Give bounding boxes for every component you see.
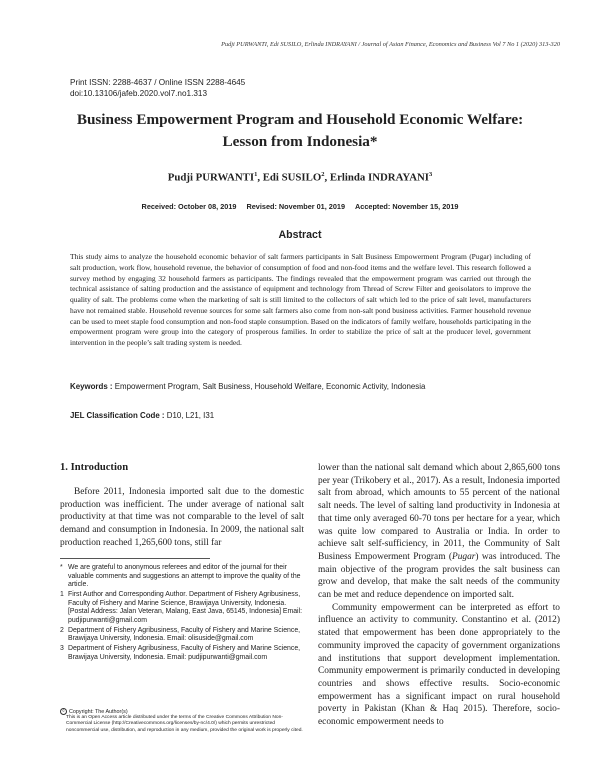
abstract-heading: Abstract [278, 229, 322, 241]
intro-paragraph-3: Community empowerment can be interpreted as effort to influence an activity to community. Constantino et al. (2012) stated that empowerment has been done appropriately to the community improved the capacity of government organizations and institutions that support development implementation. Community empowerment is primarily conducted in developing countries and shows effective results. Socio-economic empowerment has a significant impact on rural household poverty in Pakistan (Khan & Haq 2015). Therefore, socio-economic empowerment needs to [318, 602, 560, 728]
jel-value: D10, L21, I31 [164, 411, 215, 420]
footnote-author-3 [60, 645, 304, 662]
author-1: Pudji PURWANTI [167, 171, 255, 184]
doi-line: doi:10.13106/jafeb.2020.vol7.no1.313 [70, 89, 208, 98]
footnote-author-1 [60, 591, 304, 625]
revised-date: Revised: November 01, 2019 [246, 202, 346, 211]
author-3: Erlinda INDRAYANI [329, 171, 429, 184]
footnote-acknowledgement [60, 564, 304, 590]
keywords-label: Keywords : [70, 382, 113, 391]
copyright-notice [60, 708, 304, 734]
received-date: Received: October 08, 2019 [141, 202, 237, 211]
intro-paragraph-2-part-a: lower than the national salt demand which about 2,865,600 tons per year (Trikobery et al., 2017). As a result, Indonesia imported salt from abroad, which amounts to 55 percent of the national salt needs. The level of salting land productivity in Indonesia at that time only averaged 60-70 tons per hectare for a year, which was quite low compared to Australia or India. In order to achieve salt self-sufficiency, in 2011, the Community of Salt Business Empowerment Program ( [318, 463, 560, 562]
submission-dates [60, 202, 540, 211]
intro-paragraph-1: Before 2011, Indonesia imported salt due to the domestic production was inefficient. The under average of national salt productivity at that time was not comparable to the level of salt demand and consumption in Indonesia. In 2009, the national salt production reached 1,265,600 tons, still far [60, 487, 304, 548]
copyright-icon: © [60, 708, 67, 715]
footnote-text: First Author and Corresponding Author. Department of Fishery Agribusiness, Faculty of Fishery and Marine Science, Brawijaya University, Indonesia. [Postal Address: Jalan Veteran, Malang, East Java, 65145, Indonesia] Email: pudjipurwanti@gmail.com [68, 590, 303, 624]
author-3-affiliation-mark: 3 [429, 171, 433, 178]
footnote-divider [60, 558, 210, 559]
footnote-text: We are grateful to anonymous referees and editor of the journal for their valuable comments and suggestions an attempt to improve the quality of the article. [68, 564, 301, 589]
author-2-affiliation-mark: 2 [321, 171, 325, 178]
section-heading-introduction: 1. Introduction [60, 462, 129, 473]
footnote-author-2 [60, 627, 304, 644]
title-line-1: Business Empowerment Program and Household Economic Welfare: [76, 111, 524, 128]
abstract-text: This study aims to analyze the household economic behavior of salt farmers participants in Salt Business Empowerment Program (Pugar) including of salt production, work flow, household revenue, the behavior of consumption of food and non-food items and the welfare level. This research followed a survey method by engaging 32 household farmers as participants. The findings revealed that the empowerment program was carried out through the technical assistance of salting production and the assistance of equipment and technology from Thread of Screw Filter and geoisolators to improve the quality of salt. The problems come when the marketing of salt is still limited to the collectors of salt which led to the price of salt level, manufacturers have not remained stable. Household revenue sources for some salt farmers also come from non-salt pond business activities. Farmer household revenue can be used to meet staple food consumption and non-food staple consumption. Based on the indicators of family welfare, households participating in the empowerment program were group into the category of prosperous families. In order to stabilize the price of salt at the producer level, government intervention in the people’s salt trading system is needed. [70, 252, 531, 347]
footnote-text: Department of Fishery Agribusiness, Faculty of Fishery and Marine Science, Brawijaya University, Indonesia. Email: olisuside@gmail.com [68, 626, 301, 643]
issn-block [70, 77, 370, 99]
accepted-date: Accepted: November 15, 2019 [355, 202, 459, 211]
author-separator: , [257, 171, 263, 184]
footnote-mark: 2 [60, 626, 64, 634]
paper-title [60, 109, 540, 153]
author-1-affiliation-mark: 1 [254, 171, 258, 178]
jel-line [70, 411, 531, 420]
footnotes [60, 564, 304, 663]
author-list [60, 171, 540, 184]
keywords-value: Empowerment Program, Salt Business, Household Welfare, Economic Activity, Indonesia [112, 382, 426, 391]
footnote-mark: 1 [60, 590, 64, 598]
author-separator: , [324, 171, 330, 184]
intro-paragraph-2 [318, 462, 560, 602]
keywords-line [70, 382, 531, 391]
footnote-mark: * [60, 564, 63, 571]
title-line-2: Lesson from Indonesia* [222, 133, 378, 150]
jel-label: JEL Classification Code : [70, 411, 165, 420]
author-2: Edi SUSILO [262, 171, 322, 184]
footnote-mark: 3 [60, 644, 64, 652]
issn-line: Print ISSN: 2288-4637 / Online ISSN 2288-4645 [70, 78, 246, 87]
left-column [60, 486, 304, 550]
footnote-text: Department of Fishery Agribusiness, Faculty of Fishery and Marine Science, Brawijaya University, Indonesia. Email: pudjipurwanti@gmail.com [68, 644, 301, 661]
license-text: This is an Open Access article distributed under the terms of the Creative Commons Attribution Non-Commercial License (http://Creativecommons.org/licenses/by-nc/4.0/) which permits unrestricted noncommercial use, distribution, and reproduction in any medium, provided the original work is properly cited. [66, 715, 303, 733]
intro-paragraph-2-part-b: ) was introduced. The main objective of the program provides the salt business can grow and develop, that make the salt needs of the community can be met and reduce dependence on imported salt. [318, 551, 560, 601]
running-header: Pudji PURWANTI, Edi SUSILO, Erlinda INDRAYANI / Journal of Asian Finance, Economics and Business Vol 7 No 1 (2020) 313-320 [221, 41, 560, 48]
copyright-line: Copyright: The Author(s) [69, 708, 128, 715]
program-name-italic: Pugar [451, 551, 476, 562]
right-column [318, 462, 560, 729]
